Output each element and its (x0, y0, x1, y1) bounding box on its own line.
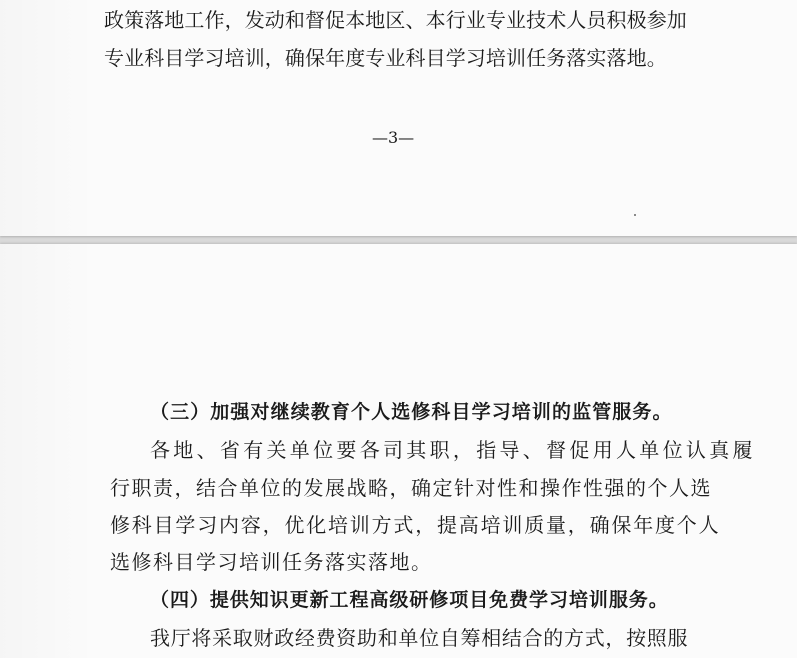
section-heading-3: （三）加强对继续教育个人选修科目学习培训的监管服务。 (150, 401, 673, 423)
scan-speck (634, 214, 636, 216)
paragraph-line: 各地、省有关单位要各司其职，指导、督促用人单位认真履 (150, 438, 756, 462)
paragraph-line: 专业科目学习培训，确保年度专业科目学习培训任务落实落地。 (104, 46, 667, 70)
paragraph-line: 政策落地工作，发动和督促本地区、本行业专业技术人员积极参加 (104, 8, 687, 32)
paragraph-line: 修科目学习内容，优化培训方式，提高培训质量，确保年度个人 (110, 513, 721, 537)
paragraph-line: 选修科目学习培训任务落实落地。 (110, 550, 433, 574)
document-page-bottom (0, 244, 797, 658)
page-number: —3— (372, 128, 415, 147)
paragraph-line: 行职责，结合单位的发展战略，确定针对性和操作性强的个人选 (110, 476, 712, 500)
document-page-top (0, 0, 797, 236)
page-gutter-shade (0, 0, 95, 236)
paragraph-line: 我厅将采取财政经费资助和单位自筹相结合的方式，按照服 (150, 626, 689, 650)
page-gutter-shade (0, 244, 95, 658)
section-heading-4: （四）提供知识更新工程高级研修项目免费学习培训服务。 (150, 589, 669, 611)
